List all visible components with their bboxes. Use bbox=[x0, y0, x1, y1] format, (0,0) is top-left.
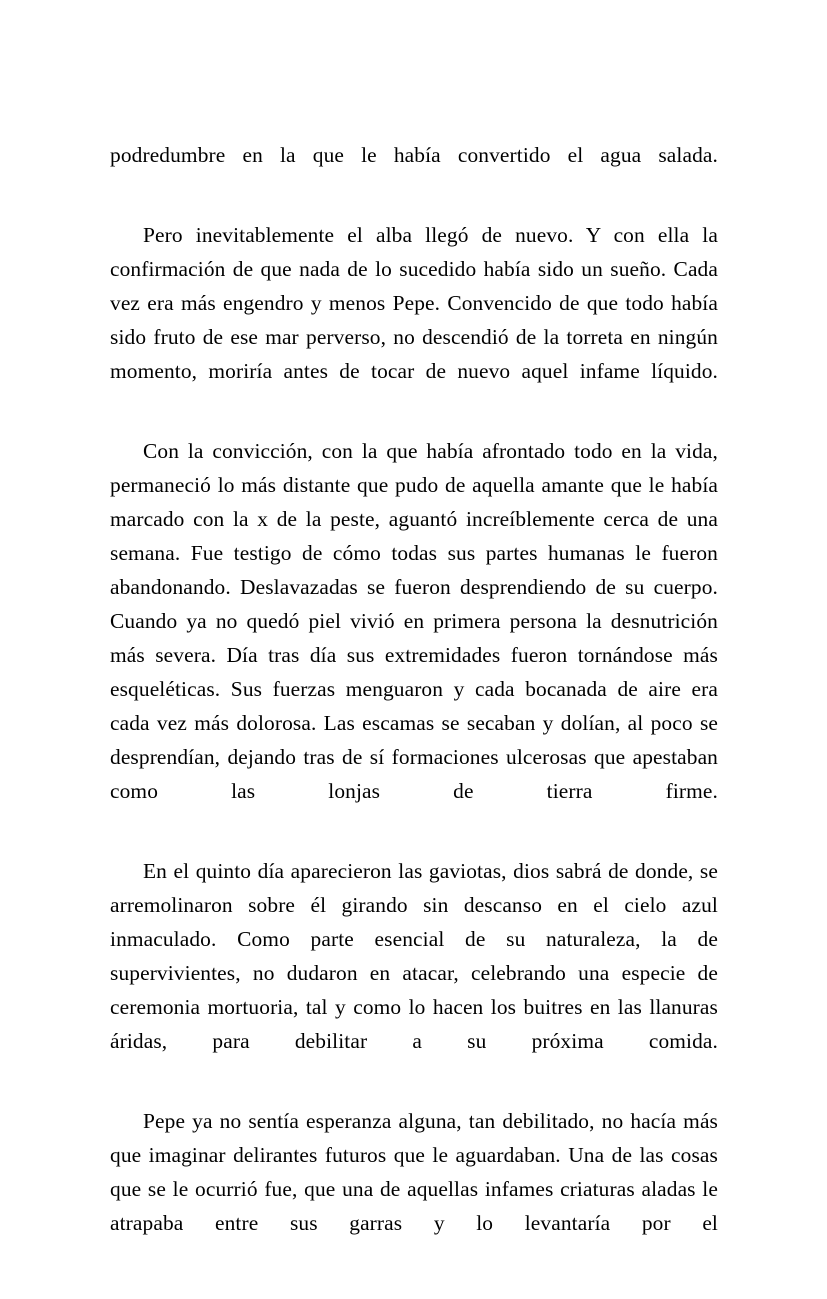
paragraph-2: Pero inevitablemente el alba llegó de nuevo. Y con ella la confirmación de que nada de lo sucedido había sido un sueño. Cada vez era más engendro y menos Pepe. Convencido de que todo había sido fruto de ese mar perverso, no descendió de la torreta en ningún momento, moriría antes de tocar de nuevo aquel infame líquido. bbox=[110, 223, 718, 383]
paragraph-3: Con la convicción, con la que había afrontado todo en la vida, permaneció lo más distante que pudo de aquella amante que le había marcado con la x de la peste, aguantó increíblemente cerca de una semana. Fue testigo de cómo todas sus partes humanas le fueron abandonando. Deslavazadas se fueron desprendiendo de su cuerpo. Cuando ya no quedó piel vivió en primera persona la desnutrición más severa. Día tras día sus extremidades fueron tornándose más esqueléticas. Sus fuerzas menguaron y cada bocanada de aire era cada vez más dolorosa. Las escamas se secaban y dolían, al poco se desprendían, dejando tras de sí formaciones ulcerosas que apestaban como las lonjas de tierra firme. bbox=[110, 439, 718, 803]
body-text-block bbox=[110, 138, 718, 1274]
paragraph-continuation: podredumbre en la que le había convertido el agua salada. bbox=[110, 143, 718, 167]
paragraph-5: Pepe ya no sentía esperanza alguna, tan debilitado, no hacía más que imaginar delirantes futuros que le aguardaban. Una de las cosas que se le ocurrió fue, que una de aquellas infames criaturas aladas le atrapaba entre sus garras y lo levantaría por el bbox=[110, 1109, 718, 1235]
paragraph-4: En el quinto día aparecieron las gaviotas, dios sabrá de donde, se arremolinaron sobre él girando sin descanso en el cielo azul inmaculado. Como parte esencial de su naturaleza, la de supervivientes, no dudaron en atacar, celebrando una especie de ceremonia mortuoria, tal y como lo hacen los buitres en las llanuras áridas, para debilitar a su próxima comida. bbox=[110, 859, 718, 1053]
